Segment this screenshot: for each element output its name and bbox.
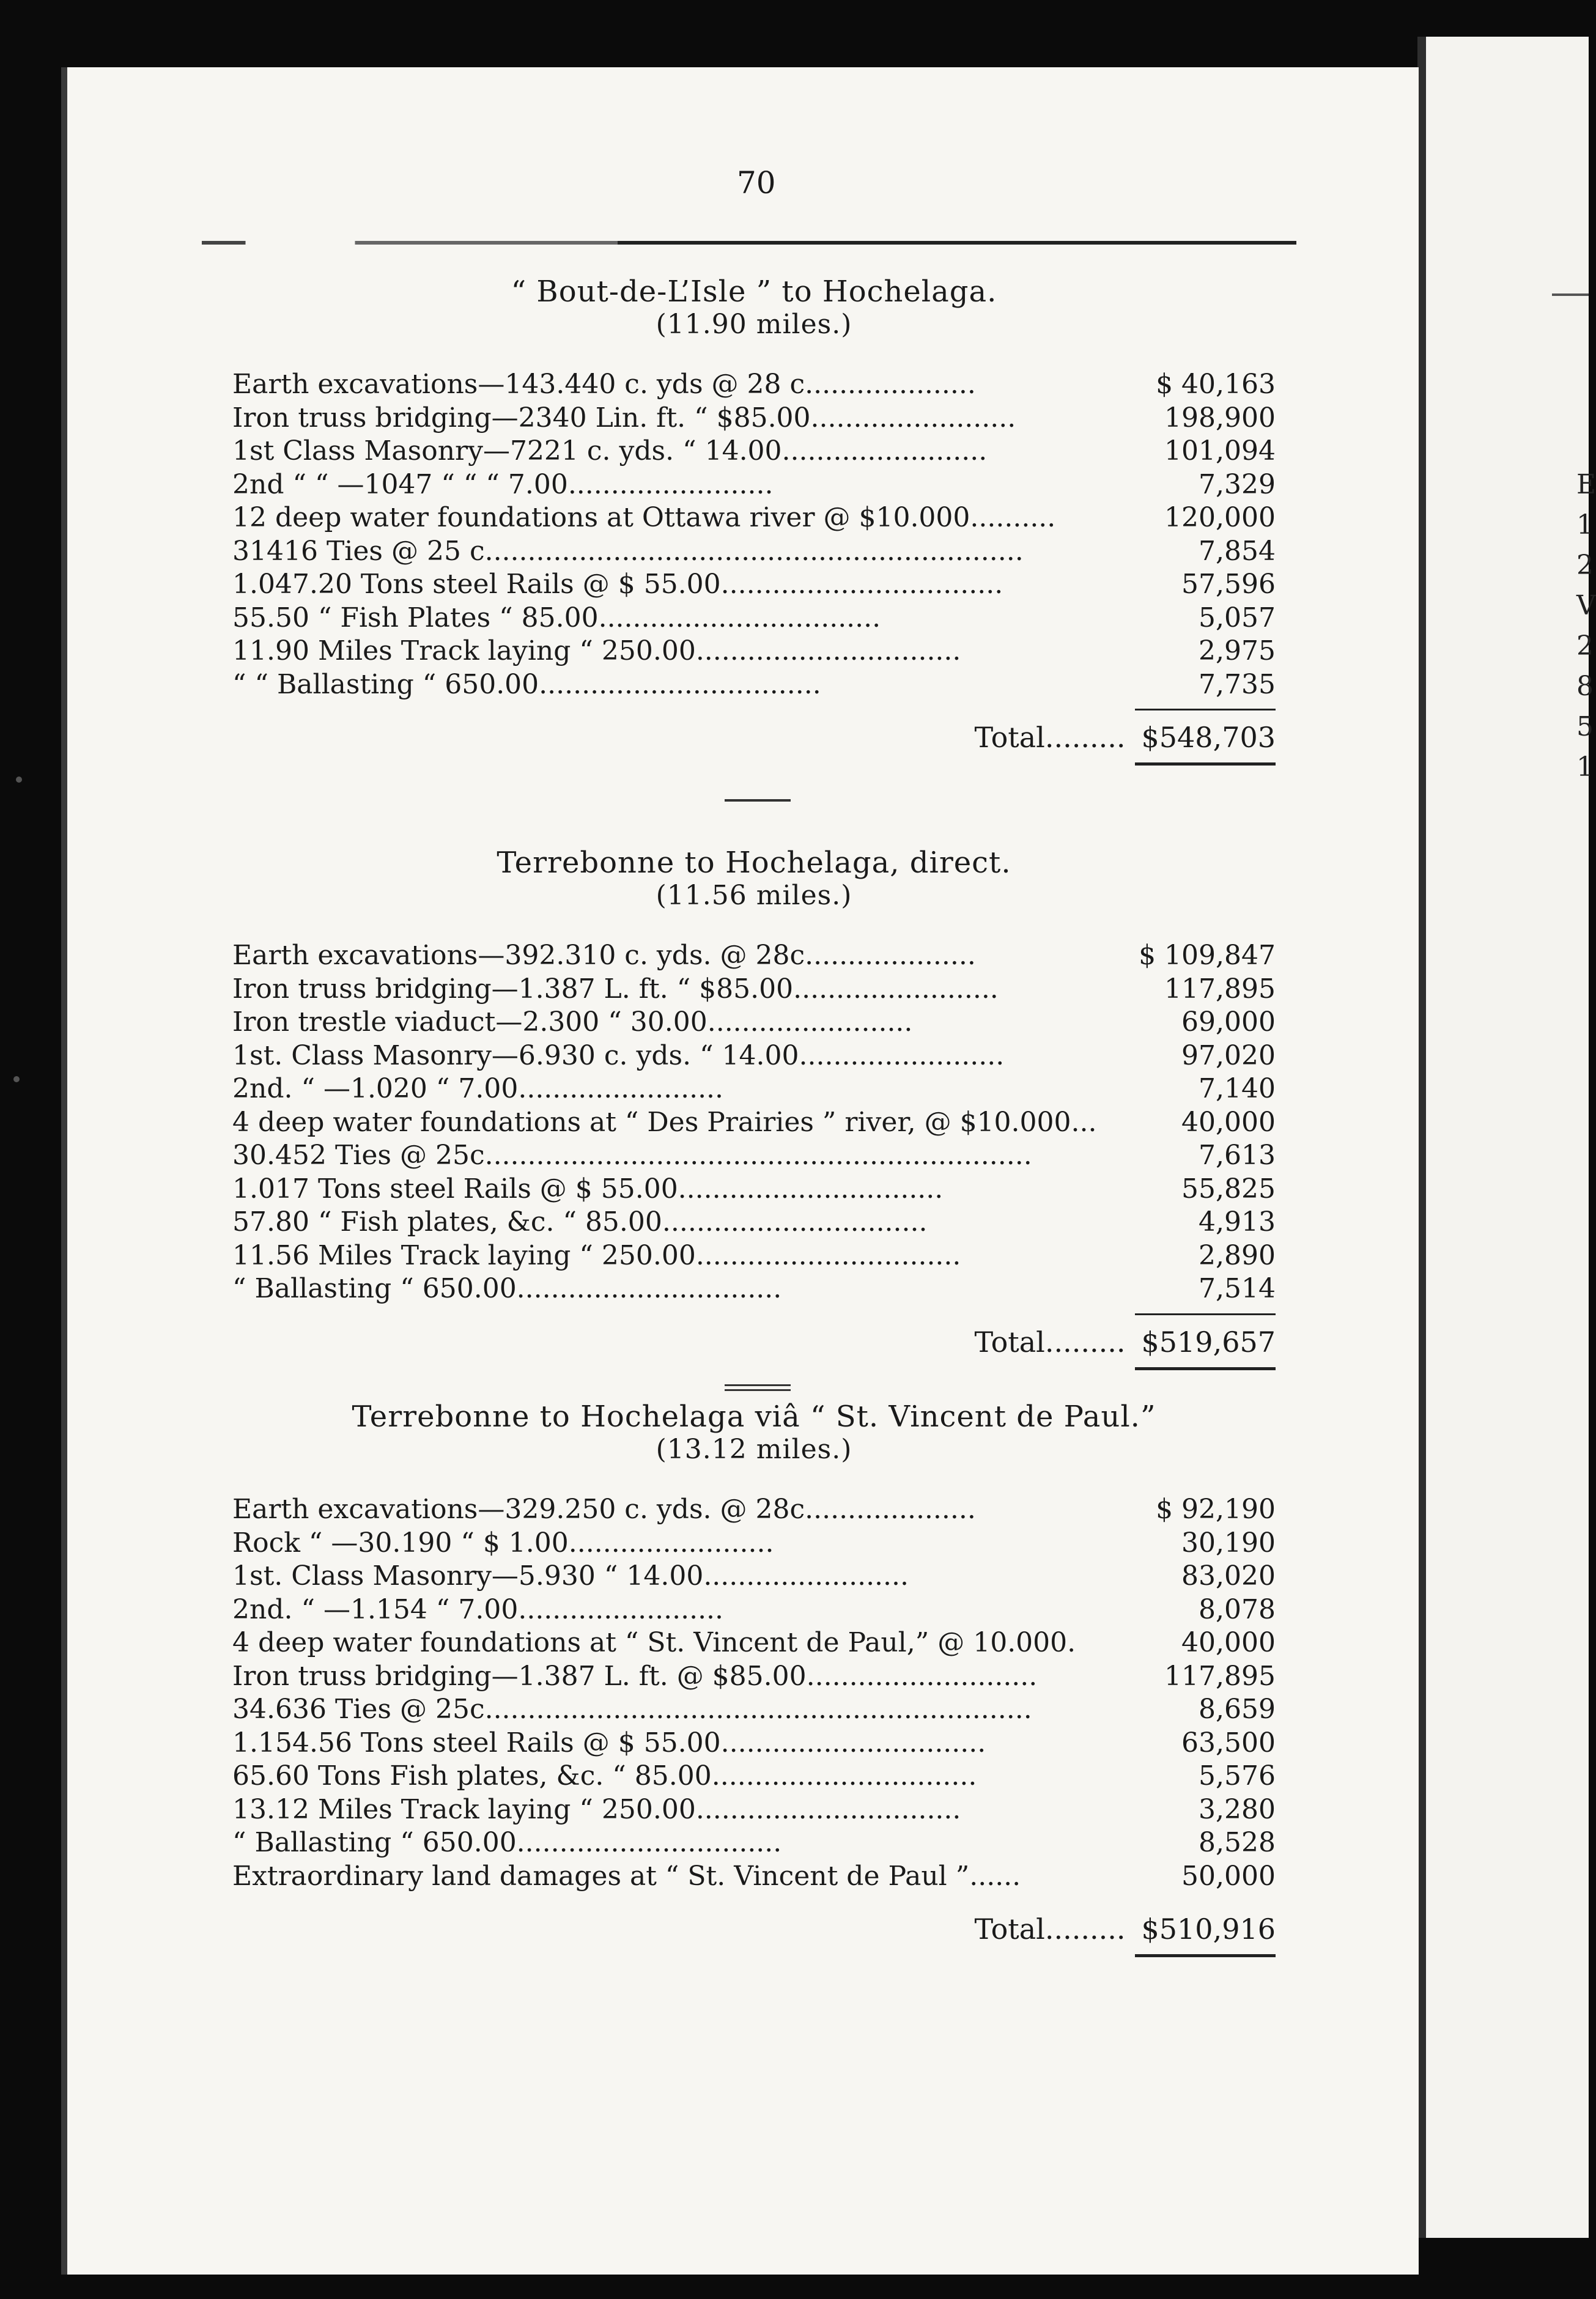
total-amount: $519,657: [1141, 1325, 1276, 1359]
cost-row: [232, 1593, 1276, 1627]
total-label: Total.........: [974, 721, 1126, 754]
cost-row: [232, 1106, 1276, 1140]
scan-speck: [16, 777, 22, 783]
cost-row: [232, 1793, 1276, 1827]
cost-description: “ Ballasting “ 650.00...............................: [232, 1273, 782, 1304]
cost-description: 1.154.56 Tons steel Rails @ $ 55.00...............................: [232, 1727, 986, 1758]
section-subtitle: (11.56 miles.): [656, 880, 852, 911]
cost-row: [232, 1626, 1276, 1660]
cost-amount: 101,094: [1164, 435, 1276, 467]
cost-row: [232, 939, 1276, 973]
fragment-char: 2: [1576, 550, 1594, 581]
cost-amount: 4,913: [1199, 1206, 1276, 1238]
cost-row: [232, 1727, 1276, 1760]
cost-description: Earth excavations—143.440 c. yds @ 28 c....................: [232, 369, 976, 400]
cost-amount: 7,735: [1199, 668, 1276, 700]
cost-amount: 198,900: [1164, 402, 1276, 434]
cost-table: [232, 368, 1276, 701]
cost-description: 55.50 “ Fish Plates “ 85.00.................................: [232, 602, 881, 633]
total-row: [974, 721, 1276, 754]
section-terrebonne-via-st-vincent: [232, 1400, 1276, 1966]
total-rule-above: [1135, 709, 1276, 710]
section-bout-de-lisle: [232, 275, 1276, 775]
cost-amount: 30,190: [1181, 1527, 1276, 1559]
cost-description: 11.90 Miles Track laying “ 250.00...............................: [232, 635, 961, 666]
cost-amount: 40,000: [1181, 1106, 1276, 1138]
facing-page-fragment: [1576, 465, 1596, 788]
section-terrebonne-direct: [232, 846, 1276, 1379]
cost-description: 34.636 Ties @ 25c................................................................: [232, 1694, 1032, 1725]
total-label: Total.........: [974, 1325, 1126, 1359]
cost-amount: 7,140: [1199, 1073, 1276, 1104]
cost-amount: 8,078: [1199, 1593, 1276, 1625]
cost-amount: 97,020: [1181, 1039, 1276, 1071]
facing-page-rule: [1552, 293, 1589, 296]
fragment-char: 2: [1576, 630, 1594, 662]
cost-description: 1.017 Tons steel Rails @ $ 55.00...............................: [232, 1173, 944, 1205]
cost-table: [232, 939, 1276, 1306]
cost-description: “ “ Ballasting “ 650.00.................................: [232, 668, 821, 700]
total-row: [974, 1326, 1276, 1359]
total-block: [232, 701, 1276, 775]
section-separator: [725, 1384, 791, 1386]
cost-row: [232, 1006, 1276, 1039]
cost-description: 65.60 Tons Fish plates, &c. “ 85.00...............................: [232, 1760, 977, 1792]
cost-row: [232, 973, 1276, 1006]
cost-description: “ Ballasting “ 650.00...............................: [232, 1827, 782, 1858]
total-rule-below: [1135, 762, 1276, 766]
cost-row: [232, 1139, 1276, 1173]
total-amount: $548,703: [1141, 721, 1276, 754]
cost-description: 4 deep water foundations at “ St. Vincent de Paul,” @ 10.000.: [232, 1627, 1076, 1658]
cost-row: [232, 1039, 1276, 1073]
total-row: [974, 1913, 1276, 1946]
cost-row: [232, 568, 1276, 602]
cost-description: 1st Class Masonry—7221 c. yds. “ 14.00........................: [232, 435, 988, 467]
section-title: “ Bout-de-L’Isle ” to Hochelaga.: [511, 275, 997, 309]
cost-row: [232, 435, 1276, 468]
cost-amount: 63,500: [1181, 1727, 1276, 1758]
cost-amount: 7,329: [1199, 468, 1276, 500]
fragment-char: 1: [1576, 509, 1594, 541]
cost-amount: 2,890: [1199, 1239, 1276, 1271]
fragment-char: 5: [1576, 711, 1594, 742]
cost-row: [232, 1860, 1276, 1894]
fragment-char: V: [1576, 590, 1596, 621]
cost-description: 13.12 Miles Track laying “ 250.00...............................: [232, 1793, 961, 1825]
cost-description: 11.56 Miles Track laying “ 250.00...............................: [232, 1239, 961, 1271]
page-number: 70: [737, 165, 776, 201]
cost-row: [232, 1660, 1276, 1694]
cost-description: Iron trestle viaduct—2.300 “ 30.00........................: [232, 1006, 913, 1038]
cost-amount: 120,000: [1164, 502, 1276, 533]
cost-description: 57.80 “ Fish plates, &c. “ 85.00...............................: [232, 1206, 928, 1238]
section-subtitle: (11.90 miles.): [656, 309, 852, 340]
cost-amount: 40,000: [1181, 1627, 1276, 1658]
cost-amount: 8,528: [1199, 1827, 1276, 1858]
total-rule-above: [1135, 1313, 1276, 1315]
cost-amount: 117,895: [1164, 973, 1276, 1005]
cost-row: [232, 501, 1276, 535]
total-rule-below: [1135, 1954, 1276, 1957]
cost-row: [232, 1826, 1276, 1860]
cost-amount: $ 109,847: [1139, 940, 1276, 971]
cost-row: [232, 1072, 1276, 1106]
cost-row: [232, 1560, 1276, 1593]
cost-row: [232, 1527, 1276, 1560]
header-rule: [202, 241, 1296, 245]
cost-row: [232, 1206, 1276, 1239]
cost-row: [232, 468, 1276, 502]
cost-amount: $ 40,163: [1156, 369, 1276, 400]
fragment-char: 8: [1576, 671, 1594, 702]
cost-amount: $ 92,190: [1156, 1494, 1276, 1525]
cost-row: [232, 368, 1276, 402]
cost-row: [232, 1760, 1276, 1793]
cost-description: Iron truss bridging—1.387 L. ft. “ $85.00........................: [232, 973, 999, 1005]
cost-row: [232, 1173, 1276, 1206]
facing-page-edge: [1417, 37, 1596, 2238]
cost-description: Iron truss bridging—1.387 L. ft. @ $85.00...........................: [232, 1660, 1038, 1692]
total-amount: $510,916: [1141, 1913, 1276, 1946]
section-title: Terrebonne to Hochelaga viâ “ St. Vincent de Paul.”: [352, 1400, 1156, 1434]
fragment-char: E: [1576, 469, 1596, 500]
cost-description: 1st. Class Masonry—5.930 “ 14.00........................: [232, 1560, 909, 1592]
cost-description: Earth excavations—392.310 c. yds. @ 28c....................: [232, 940, 976, 971]
section-separator: [725, 799, 791, 802]
cost-row: [232, 402, 1276, 435]
cost-amount: 3,280: [1199, 1793, 1276, 1825]
cost-description: Rock “ —30.190 “ $ 1.00........................: [232, 1527, 774, 1559]
cost-row: [232, 668, 1276, 702]
cost-description: 2nd. “ —1.154 “ 7.00........................: [232, 1593, 724, 1625]
section-title: Terrebonne to Hochelaga, direct.: [497, 846, 1011, 880]
cost-amount: 7,514: [1199, 1273, 1276, 1304]
cost-description: Iron truss bridging—2340 Lin. ft. “ $85.00........................: [232, 402, 1016, 434]
cost-amount: 50,000: [1181, 1860, 1276, 1892]
cost-row: [232, 1693, 1276, 1727]
cost-amount: 69,000: [1181, 1006, 1276, 1038]
section-subtitle: (13.12 miles.): [656, 1434, 852, 1465]
cost-row: [232, 635, 1276, 668]
total-label: Total.........: [974, 1913, 1126, 1946]
cost-description: 30.452 Ties @ 25c................................................................: [232, 1140, 1032, 1171]
cost-description: Earth excavations—329.250 c. yds. @ 28c....................: [232, 1494, 976, 1525]
cost-amount: 7,613: [1199, 1140, 1276, 1171]
scan-speck: [13, 1076, 20, 1082]
cost-table: [232, 1493, 1276, 1893]
cost-row: [232, 535, 1276, 569]
cost-amount: 5,057: [1199, 602, 1276, 633]
total-rule-below: [1135, 1367, 1276, 1370]
cost-row: [232, 1272, 1276, 1306]
cost-amount: 7,854: [1199, 535, 1276, 567]
cost-description: 12 deep water foundations at Ottawa river @ $10.000..........: [232, 502, 1056, 533]
cost-amount: 57,596: [1181, 569, 1276, 600]
cost-amount: 5,576: [1199, 1760, 1276, 1792]
cost-row: [232, 602, 1276, 635]
cost-description: 2nd. “ —1.020 “ 7.00........................: [232, 1073, 724, 1104]
fragment-char: 1: [1576, 751, 1594, 783]
cost-row: [232, 1493, 1276, 1527]
cost-amount: 55,825: [1181, 1173, 1276, 1205]
cost-amount: 2,975: [1199, 635, 1276, 666]
cost-amount: 117,895: [1164, 1660, 1276, 1692]
cost-row: [232, 1239, 1276, 1273]
cost-amount: 8,659: [1199, 1694, 1276, 1725]
cost-description: Extraordinary land damages at “ St. Vincent de Paul ”......: [232, 1860, 1021, 1892]
cost-description: 1.047.20 Tons steel Rails @ $ 55.00.................................: [232, 569, 1003, 600]
cost-description: 1st. Class Masonry—6.930 c. yds. “ 14.00........................: [232, 1039, 1005, 1071]
cost-description: 31416 Ties @ 25 c...............................................................: [232, 535, 1024, 567]
total-block: [232, 1306, 1276, 1379]
cost-description: 4 deep water foundations at “ Des Prairies ” river, @ $10.000...: [232, 1106, 1097, 1138]
total-block: [232, 1893, 1276, 1966]
cost-amount: 83,020: [1181, 1560, 1276, 1592]
cost-description: 2nd “ “ —1047 “ “ “ 7.00........................: [232, 468, 774, 500]
